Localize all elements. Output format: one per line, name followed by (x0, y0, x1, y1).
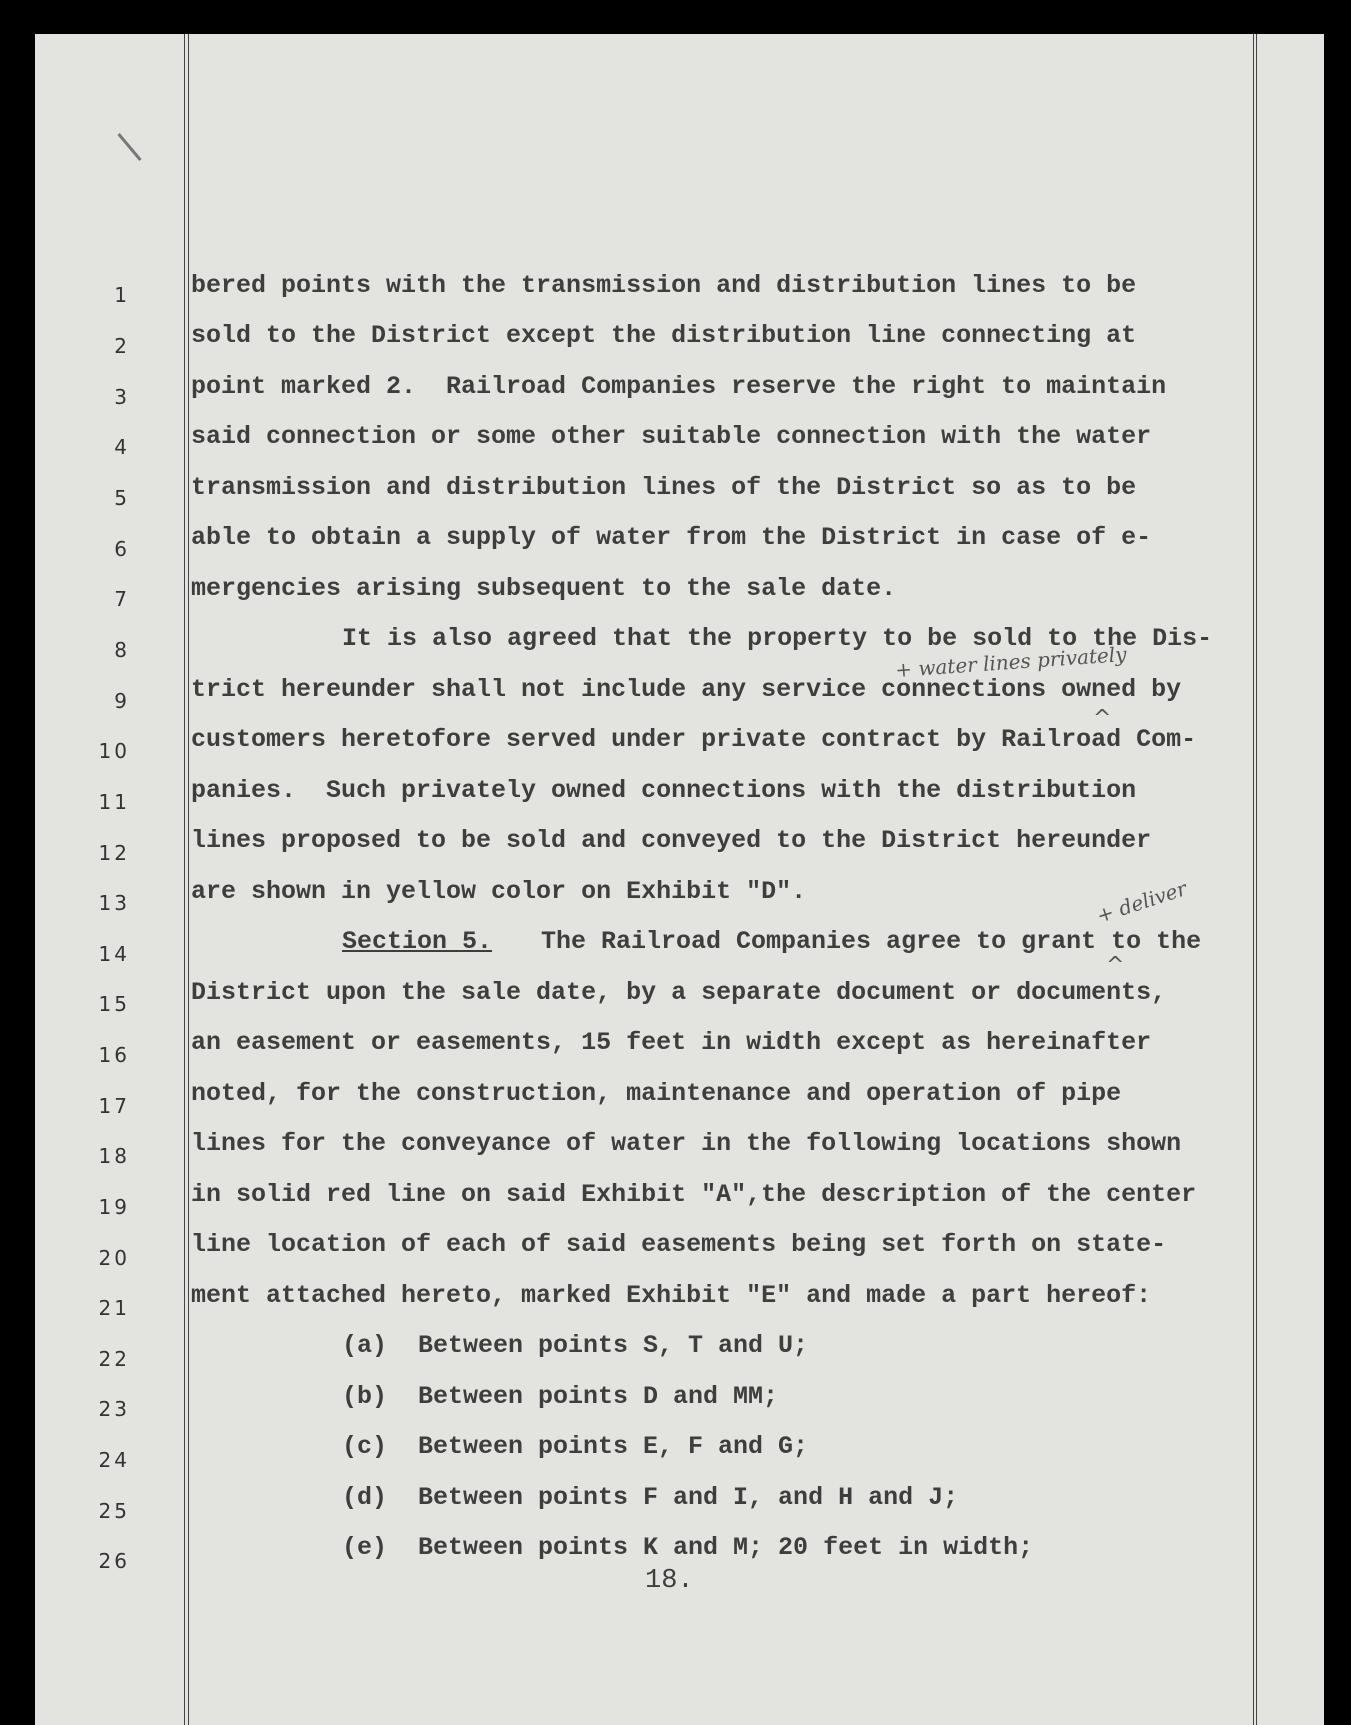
text-line: lines for the conveyance of water in the following locations shown (191, 1129, 1182, 1158)
list-item-text: Between points K and M; 20 feet in width; (418, 1533, 1034, 1562)
line-number: 1 (114, 283, 130, 307)
line-number: 16 (98, 1043, 130, 1067)
line-number: 23 (98, 1397, 130, 1421)
line-number: 2 (114, 334, 130, 358)
line-number: 19 (98, 1195, 130, 1219)
text-line: line location of each of said easements being set forth on state- (191, 1230, 1167, 1259)
left-margin-rule (184, 34, 185, 1725)
line-number: 20 (98, 1246, 130, 1270)
right-margin-rule (1253, 34, 1254, 1725)
caret-mark: ^ (1106, 953, 1125, 978)
text-line: customers heretofore served under private contract by Railroad Com- (191, 725, 1197, 754)
handwritten-insert: + water lines privately (894, 641, 1128, 683)
pencil-mark (117, 133, 141, 161)
list-item-text: Between points E, F and G; (418, 1432, 809, 1461)
text-line: said connection or some other suitable connection with the water (191, 422, 1152, 451)
line-number: 24 (98, 1448, 130, 1472)
line-number: 18 (98, 1144, 130, 1168)
caret-mark: ^ (1093, 706, 1112, 731)
list-item-text: Between points F and I, and H and J; (418, 1483, 959, 1512)
text-line: ment attached hereto, marked Exhibit "E" and made a part hereof: (191, 1281, 1152, 1310)
text-line: bered points with the transmission and distribution lines to be (191, 271, 1137, 300)
line-number: 13 (98, 891, 130, 915)
text-line: an easement or easements, 15 feet in width except as hereinafter (191, 1028, 1152, 1057)
section-text: The Railroad Companies agree to grant to the (511, 927, 1202, 956)
list-item-label: (b) (342, 1382, 388, 1411)
line-number: 17 (98, 1094, 130, 1118)
left-margin-rule-inner (188, 34, 189, 1725)
page-number: 18. (645, 1566, 694, 1596)
text-line: are shown in yellow color on Exhibit "D". (191, 877, 807, 906)
line-number: 15 (98, 992, 130, 1016)
line-number: 11 (98, 790, 130, 814)
text-line: point marked 2. Railroad Companies reserve the right to maintain (191, 372, 1167, 401)
list-item-label: (c) (342, 1432, 388, 1461)
text-line: panies. Such privately owned connections with the distribution (191, 776, 1137, 805)
line-number: 8 (114, 638, 130, 662)
line-number: 6 (114, 537, 130, 561)
line-number: 25 (98, 1499, 130, 1523)
list-item-label: (a) (342, 1331, 388, 1360)
line-number: 14 (98, 942, 130, 966)
line-number: 10 (98, 739, 130, 763)
text-line: in solid red line on said Exhibit "A",the description of the center (191, 1180, 1197, 1209)
list-item-text: Between points S, T and U; (418, 1331, 809, 1360)
section-heading: Section 5. (342, 927, 493, 956)
text-line: lines proposed to be sold and conveyed to the District hereunder (191, 826, 1152, 855)
list-item-label: (d) (342, 1483, 388, 1512)
text-line: sold to the District except the distribution line connecting at (191, 321, 1137, 350)
text-line: mergencies arising subsequent to the sale date. (191, 574, 897, 603)
text-line: noted, for the construction, maintenance and operation of pipe (191, 1079, 1122, 1108)
paragraph-start: It is also agreed that the property to be sold to the Dis- (342, 624, 1213, 653)
list-item-text: Between points D and MM; (418, 1382, 779, 1411)
line-number: 5 (114, 486, 130, 510)
handwritten-insert: + deliver (1093, 876, 1190, 928)
line-number: 4 (114, 435, 130, 459)
right-margin-rule-inner (1256, 34, 1257, 1725)
line-number: 26 (98, 1549, 130, 1573)
text-line: District upon the sale date, by a separate document or documents, (191, 978, 1167, 1007)
text-line: trict hereunder shall not include any service connections owned by (191, 675, 1182, 704)
line-number: 7 (114, 587, 130, 611)
text-line: transmission and distribution lines of the District so as to be (191, 473, 1137, 502)
line-number: 9 (114, 689, 130, 713)
list-item-label: (e) (342, 1533, 388, 1562)
line-number: 21 (98, 1296, 130, 1320)
line-number: 22 (98, 1347, 130, 1371)
line-number: 3 (114, 385, 130, 409)
text-line: able to obtain a supply of water from the District in case of e- (191, 523, 1152, 552)
line-number: 12 (98, 841, 130, 865)
